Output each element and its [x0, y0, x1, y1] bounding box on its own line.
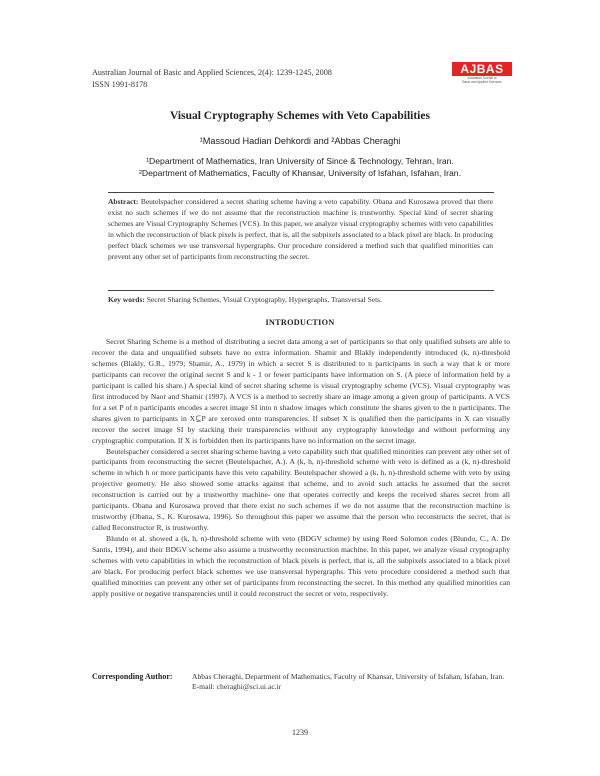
journal-issn: ISSN 1991-8178: [92, 80, 148, 89]
abstract-text: Beutelspacher considered a secret sharing scheme having a veto capability. Obana and Kurosawa proved that there exist no such schemes if we do not assume that the reconstruction machine is trustworthy. Special kind of secret sharing schemes are Visual Cryptography Schemes (VCS). In this paper, we analyze visual cryptography schemes with veto capabilities in which the reconstruction of black pixels is perfect, that is, all the subpixels associated to a black pixel are black. In producing perfect black schemes we use transversal hypergraphs. Our procedure considered a method such that qualified minorities can prevent any other set of participants from reconstructing the secret.: [108, 197, 493, 261]
corresponding-author-address: Abbas Cheraghi, Department of Mathematics, Faculty of Khansar, University of Isfahan, Isfahan, Iran.: [192, 672, 505, 681]
keywords-text: Secret Sharing Schemes, Visual Cryptography, Hypergraphs, Transversal Sets.: [146, 295, 382, 304]
abstract-top-rule: [108, 192, 494, 193]
affiliation-1: ¹Department of Mathematics, Iran University of Since & Technology, Tehran, Iran.: [146, 156, 454, 166]
keywords-top-rule: [108, 290, 494, 291]
keywords-label: Key words:: [108, 295, 145, 304]
journal-logo-subtitle-2: Basic and Applied Sciences: [462, 80, 502, 84]
abstract-label: Abstract:: [108, 197, 139, 206]
affiliation-2: ²Department of Mathematics, Faculty of Khansar, University of Isfahan, Isfahan, Iran.: [139, 168, 461, 178]
introduction-body: [92, 337, 510, 600]
journal-logo: [452, 62, 512, 86]
paper-authors: ¹Massoud Hadian Dehkordi and ²Abbas Cheraghi: [199, 136, 401, 146]
journal-citation: Australian Journal of Basic and Applied Sciences, 2(4): 1239-1245, 2008: [92, 68, 332, 77]
intro-paragraph-2: Beutelspacher considered a secret sharing scheme having a veto capability such that qualified minorities can prevent any other set of participants from reconstructing the secret (Beutelspacher, A.). A (k, h, n)-threshold scheme with veto is defined as a (k, n)-threshold scheme in which h or more participants have this veto capability. Beutelspacher showed a (k, h, n)-threshold scheme with veto by using projective geometry. He also showed some attacks against that scheme, and to avoid such attacks he assumed that the secret reconstruction is carried out by a trustworthy machine- one that operates correctly and keeps the received shares secret from all participants. Obana and Kurosawa proved that there exist no such schemes if we do not assume that the reconstruction machine is trustworthy (Obana, S., K. Kurosawa, 1996). So throughout this paper we assume that the person who reconstructs the secret, that is called Reconstructor R, is trustworthy.: [92, 446, 510, 533]
corresponding-author: [192, 672, 510, 693]
journal-logo-subtitle-1: Australian Journal of: [467, 76, 497, 80]
keywords: [108, 294, 493, 305]
page-number: 1239: [292, 728, 308, 737]
section-heading-introduction: INTRODUCTION: [265, 318, 335, 327]
corresponding-author-email: E-mail: cheraghi@sci.ui.ac.ir: [192, 682, 282, 692]
corresponding-author-label: Corresponding Author:: [92, 672, 173, 681]
abstract: [108, 196, 493, 262]
journal-header: [92, 67, 332, 91]
intro-paragraph-1: Secret Sharing Scheme is a method of distributing a secret data among a set of participants so that only qualified subsets are able to recover the data and unqualified subsets have no extra information. Shamir and Blakly independently introduced (k, n)-threshold schemes (Blakly, G.R., 1979; Shamir, A., 1979) in which a secret S is distributed to n participants in such a way that k or more participants can recover the original secret S and k - 1 or fewer participants have information on S. (A piece of information held by a participant is called his share.) A special kind of secret sharing scheme is visual cryptography scheme (VCS). Visual cryptography was first introduced by Naor and Shamir (1997). A VCS is a method to secretly share an image among a given group of participants. A VCS for a set P of n participants encodes a secret image SI into n shadow images which constitute the shares given to the n participants. The shares given to participants in X⊆P are xeroxed onto transparencies. If subset X is qualified then the participants in X can visually recover the secret image SI by stacking their transparencies without any cryptography knowledge and without performing any cryptographic computation. If X is forbidden then its participants have no information on the secret image.: [92, 337, 510, 445]
paper-title: Visual Cryptography Schemes with Veto Capabilities: [170, 110, 430, 122]
journal-logo-text: AJBAS: [452, 62, 512, 76]
intro-paragraph-3: Blundo et al. showed a (k, h, n)-threshold scheme with veto (BDGV scheme) by using Reed Solomon codes (Blundo, C., A. De Santis, 1994), and their BDGV scheme also assume a trustworthy reconstruction machine. In this paper, we analyze visual cryptography schemes with veto capabilities in which the reconstruction of black pixels is perfect, that is, all the subpixels associated to a black pixel are black. For producing perfect black schemes we use transversal hypergraphs. This veto procedure considered a method such that qualified minorities can prevent any other set of participants from reconstructing the secret. In this method any qualified minorities can apply positive or negative transparencies until it could reconstruct the secret or veto, respectively.: [92, 534, 510, 598]
